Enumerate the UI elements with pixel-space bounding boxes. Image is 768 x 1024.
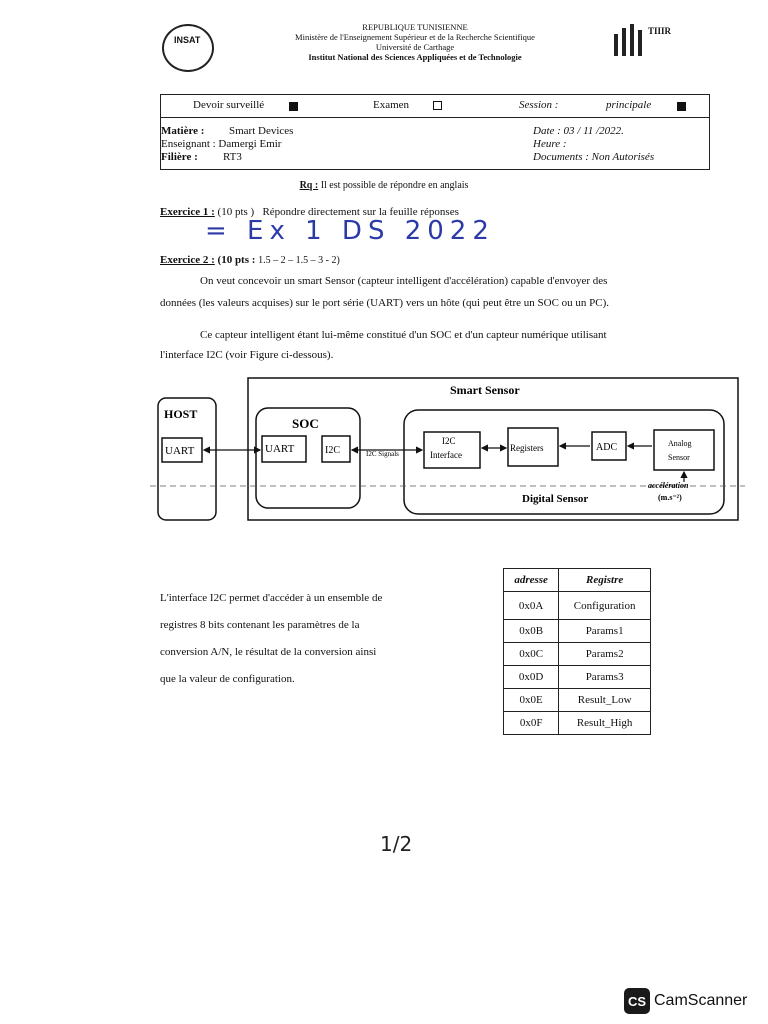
table-row — [504, 643, 651, 666]
remark-text: Il est possible de répondre en anglais — [320, 180, 469, 191]
reg-cell: Params3 — [559, 666, 651, 689]
addr-cell: 0x0C — [504, 643, 559, 666]
header-line1: REPUBLIQUE TUNISIENNE — [362, 22, 468, 32]
registers-description — [160, 585, 382, 693]
institution-header — [230, 22, 600, 62]
registers-label: Registers — [510, 443, 544, 453]
exam-type-row — [161, 95, 709, 118]
filiere-label: Filière : — [161, 151, 198, 163]
table-row — [504, 712, 651, 735]
exercise2-para2-b: l'interface I2C (voir Figure ci-dessous). — [160, 349, 334, 361]
analog-label: Analog — [668, 439, 692, 448]
i2c-soc-label: I2C — [325, 445, 340, 456]
insat-logo — [162, 24, 214, 72]
header-adresse: adresse — [504, 569, 559, 592]
addr-cell: 0x0B — [504, 620, 559, 643]
digital-sensor-label: Digital Sensor — [522, 493, 589, 505]
i2c-interface-label-1: I2C — [442, 436, 456, 446]
tiiir-logo — [612, 24, 672, 62]
insat-logo-text: INSAT — [174, 35, 201, 45]
camscanner-watermark — [624, 988, 747, 1014]
devoir-checkbox-checked — [289, 102, 298, 111]
reg-cell: Params1 — [559, 620, 651, 643]
session-label: Session : — [519, 99, 559, 111]
registers-desc-l1: L'interface I2C permet d'accéder à un ensemble de — [160, 592, 383, 604]
devoir-label: Devoir surveillé — [193, 99, 265, 111]
session-checkbox-checked — [677, 102, 686, 111]
exercise2-title: Exercice 2 : — [160, 254, 215, 266]
examen-label: Examen — [373, 99, 410, 111]
uart-host-label: UART — [165, 445, 195, 457]
reg-cell: Params2 — [559, 643, 651, 666]
uart-soc-label: UART — [265, 443, 295, 455]
smart-sensor-diagram — [150, 374, 745, 530]
exercise2-points: (10 pts : — [217, 254, 256, 266]
exam-info-table — [160, 94, 710, 170]
registers-desc-l3: conversion A/N, le résultat de la conversion ainsi — [160, 646, 377, 658]
table-row — [504, 666, 651, 689]
examen-checkbox-empty — [433, 101, 442, 110]
addr-cell: 0x0F — [504, 712, 559, 735]
documents-label: Documents : Non Autorisés — [533, 151, 655, 163]
exercise2-para1-b: données (les valeurs acquises) sur le port série (UART) vers un hôte (qui peut être un SOC ou un PC). — [160, 297, 610, 309]
camscanner-badge: CS — [624, 988, 650, 1014]
addr-cell: 0x0A — [504, 592, 559, 620]
handwritten-note: = Ex 1 DS 2022 — [205, 216, 495, 246]
reg-cell: Configuration — [559, 592, 651, 620]
acceleration-label: accélération — [648, 481, 689, 490]
smart-sensor-label: Smart Sensor — [450, 383, 520, 397]
i2c-signals-label: I2C Signals — [366, 450, 399, 458]
matiere-label: Matière : — [161, 125, 205, 137]
table-row — [504, 592, 651, 620]
register-table-header — [504, 569, 651, 592]
exercise1-instruction: Répondre directement sur la feuille réponses — [262, 206, 459, 218]
addr-cell: 0x0D — [504, 666, 559, 689]
header-line2: Ministère de l'Enseignement Supérieur et de la Recherche Scientifique — [295, 32, 535, 42]
soc-label: SOC — [292, 416, 319, 431]
camscanner-name: CamScanner — [654, 992, 748, 1009]
table-row — [504, 689, 651, 712]
enseignant-label: Enseignant : Damergi Emir — [161, 138, 282, 150]
remark — [0, 180, 768, 191]
matiere-value: Smart Devices — [229, 125, 294, 137]
filiere-value: RT3 — [223, 151, 242, 163]
table-row — [504, 620, 651, 643]
header-registre: Registre — [559, 569, 651, 592]
registers-desc-l2: registres 8 bits contenant les paramètres de la — [160, 619, 360, 631]
host-label: HOST — [164, 407, 198, 421]
exercise2-para1-a: On veut concevoir un smart Sensor (capteur intelligent d'accélération) capable d'envoyer des — [200, 275, 608, 287]
exercise1-points: (10 pts ) — [217, 206, 255, 218]
i2c-interface-label-2: Interface — [430, 450, 462, 460]
header-line3: Université de Carthage — [375, 42, 455, 52]
register-table — [503, 568, 651, 735]
adc-label: ADC — [596, 442, 618, 453]
reg-cell: Result_High — [559, 712, 651, 735]
heure-label: Heure : — [533, 138, 567, 150]
exercise2-breakdown: 1.5 – 2 – 1.5 – 3 - 2) — [258, 255, 340, 266]
exercise1-title: Exercice 1 : — [160, 206, 215, 218]
registers-desc-l4: que la valeur de configuration. — [160, 673, 295, 685]
remark-label: Rq : — [299, 180, 319, 191]
exercise2-para2-a: Ce capteur intelligent étant lui-même constitué d'un SOC et d'un capteur numérique utilisant — [200, 329, 607, 341]
date-label: Date : 03 / 11 /2022. — [533, 125, 624, 137]
addr-cell: 0x0E — [504, 689, 559, 712]
unit-label: (m.s⁻²) — [658, 493, 682, 502]
reg-cell: Result_Low — [559, 689, 651, 712]
sensor-label: Sensor — [668, 453, 690, 462]
page-number: 1/2 — [380, 832, 413, 856]
exercise2-line — [160, 254, 340, 266]
analog-sensor-box — [654, 430, 714, 470]
header-line4: Institut National des Sciences Appliquées et de Technologie — [308, 52, 522, 62]
tiiir-logo-text: TIIIR — [648, 26, 672, 36]
session-value: principale — [606, 99, 652, 111]
